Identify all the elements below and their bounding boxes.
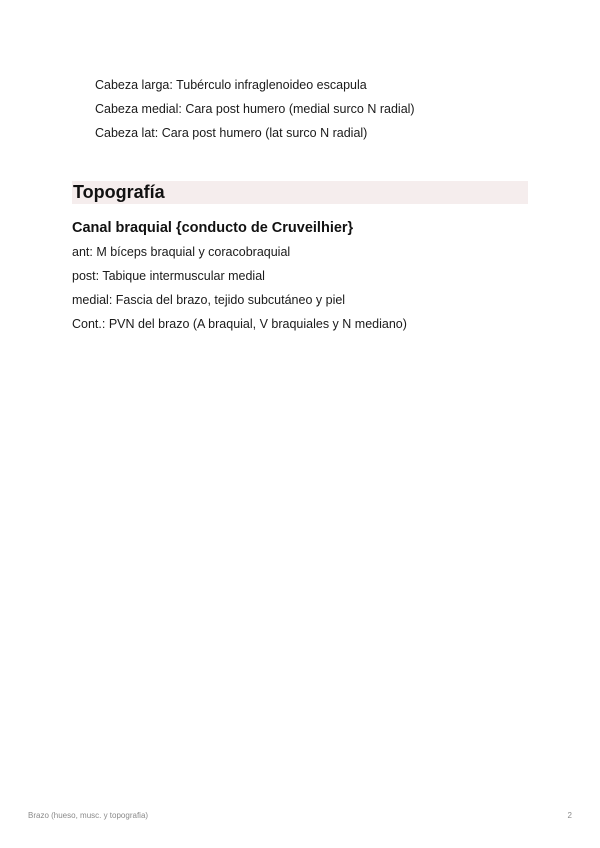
- list-item: medial: Fascia del brazo, tejido subcutáneo y piel: [72, 293, 346, 307]
- footer-document-title: Brazo (hueso, musc. y topografia): [28, 811, 149, 820]
- footer-page-number: 2: [567, 811, 572, 820]
- origin-list: [95, 73, 415, 145]
- section-title: Topografía: [72, 181, 528, 204]
- list-item: Cont.: PVN del brazo (A braquial, V braquiales y N mediano): [72, 317, 407, 331]
- list-item: Cabeza lat: Cara post humero (lat surco N radial): [95, 126, 368, 140]
- list-item: Cabeza larga: Tubérculo infraglenoideo escapula: [95, 78, 367, 92]
- section-subtitle: Canal braquial {conducto de Cruveilhier}: [72, 220, 354, 236]
- list-item: post: Tabique intermuscular medial: [72, 269, 265, 283]
- list-item: ant: M bíceps braquial y coracobraquial: [72, 245, 291, 259]
- list-item: Cabeza medial: Cara post humero (medial surco N radial): [95, 102, 415, 116]
- canal-description: [72, 240, 407, 336]
